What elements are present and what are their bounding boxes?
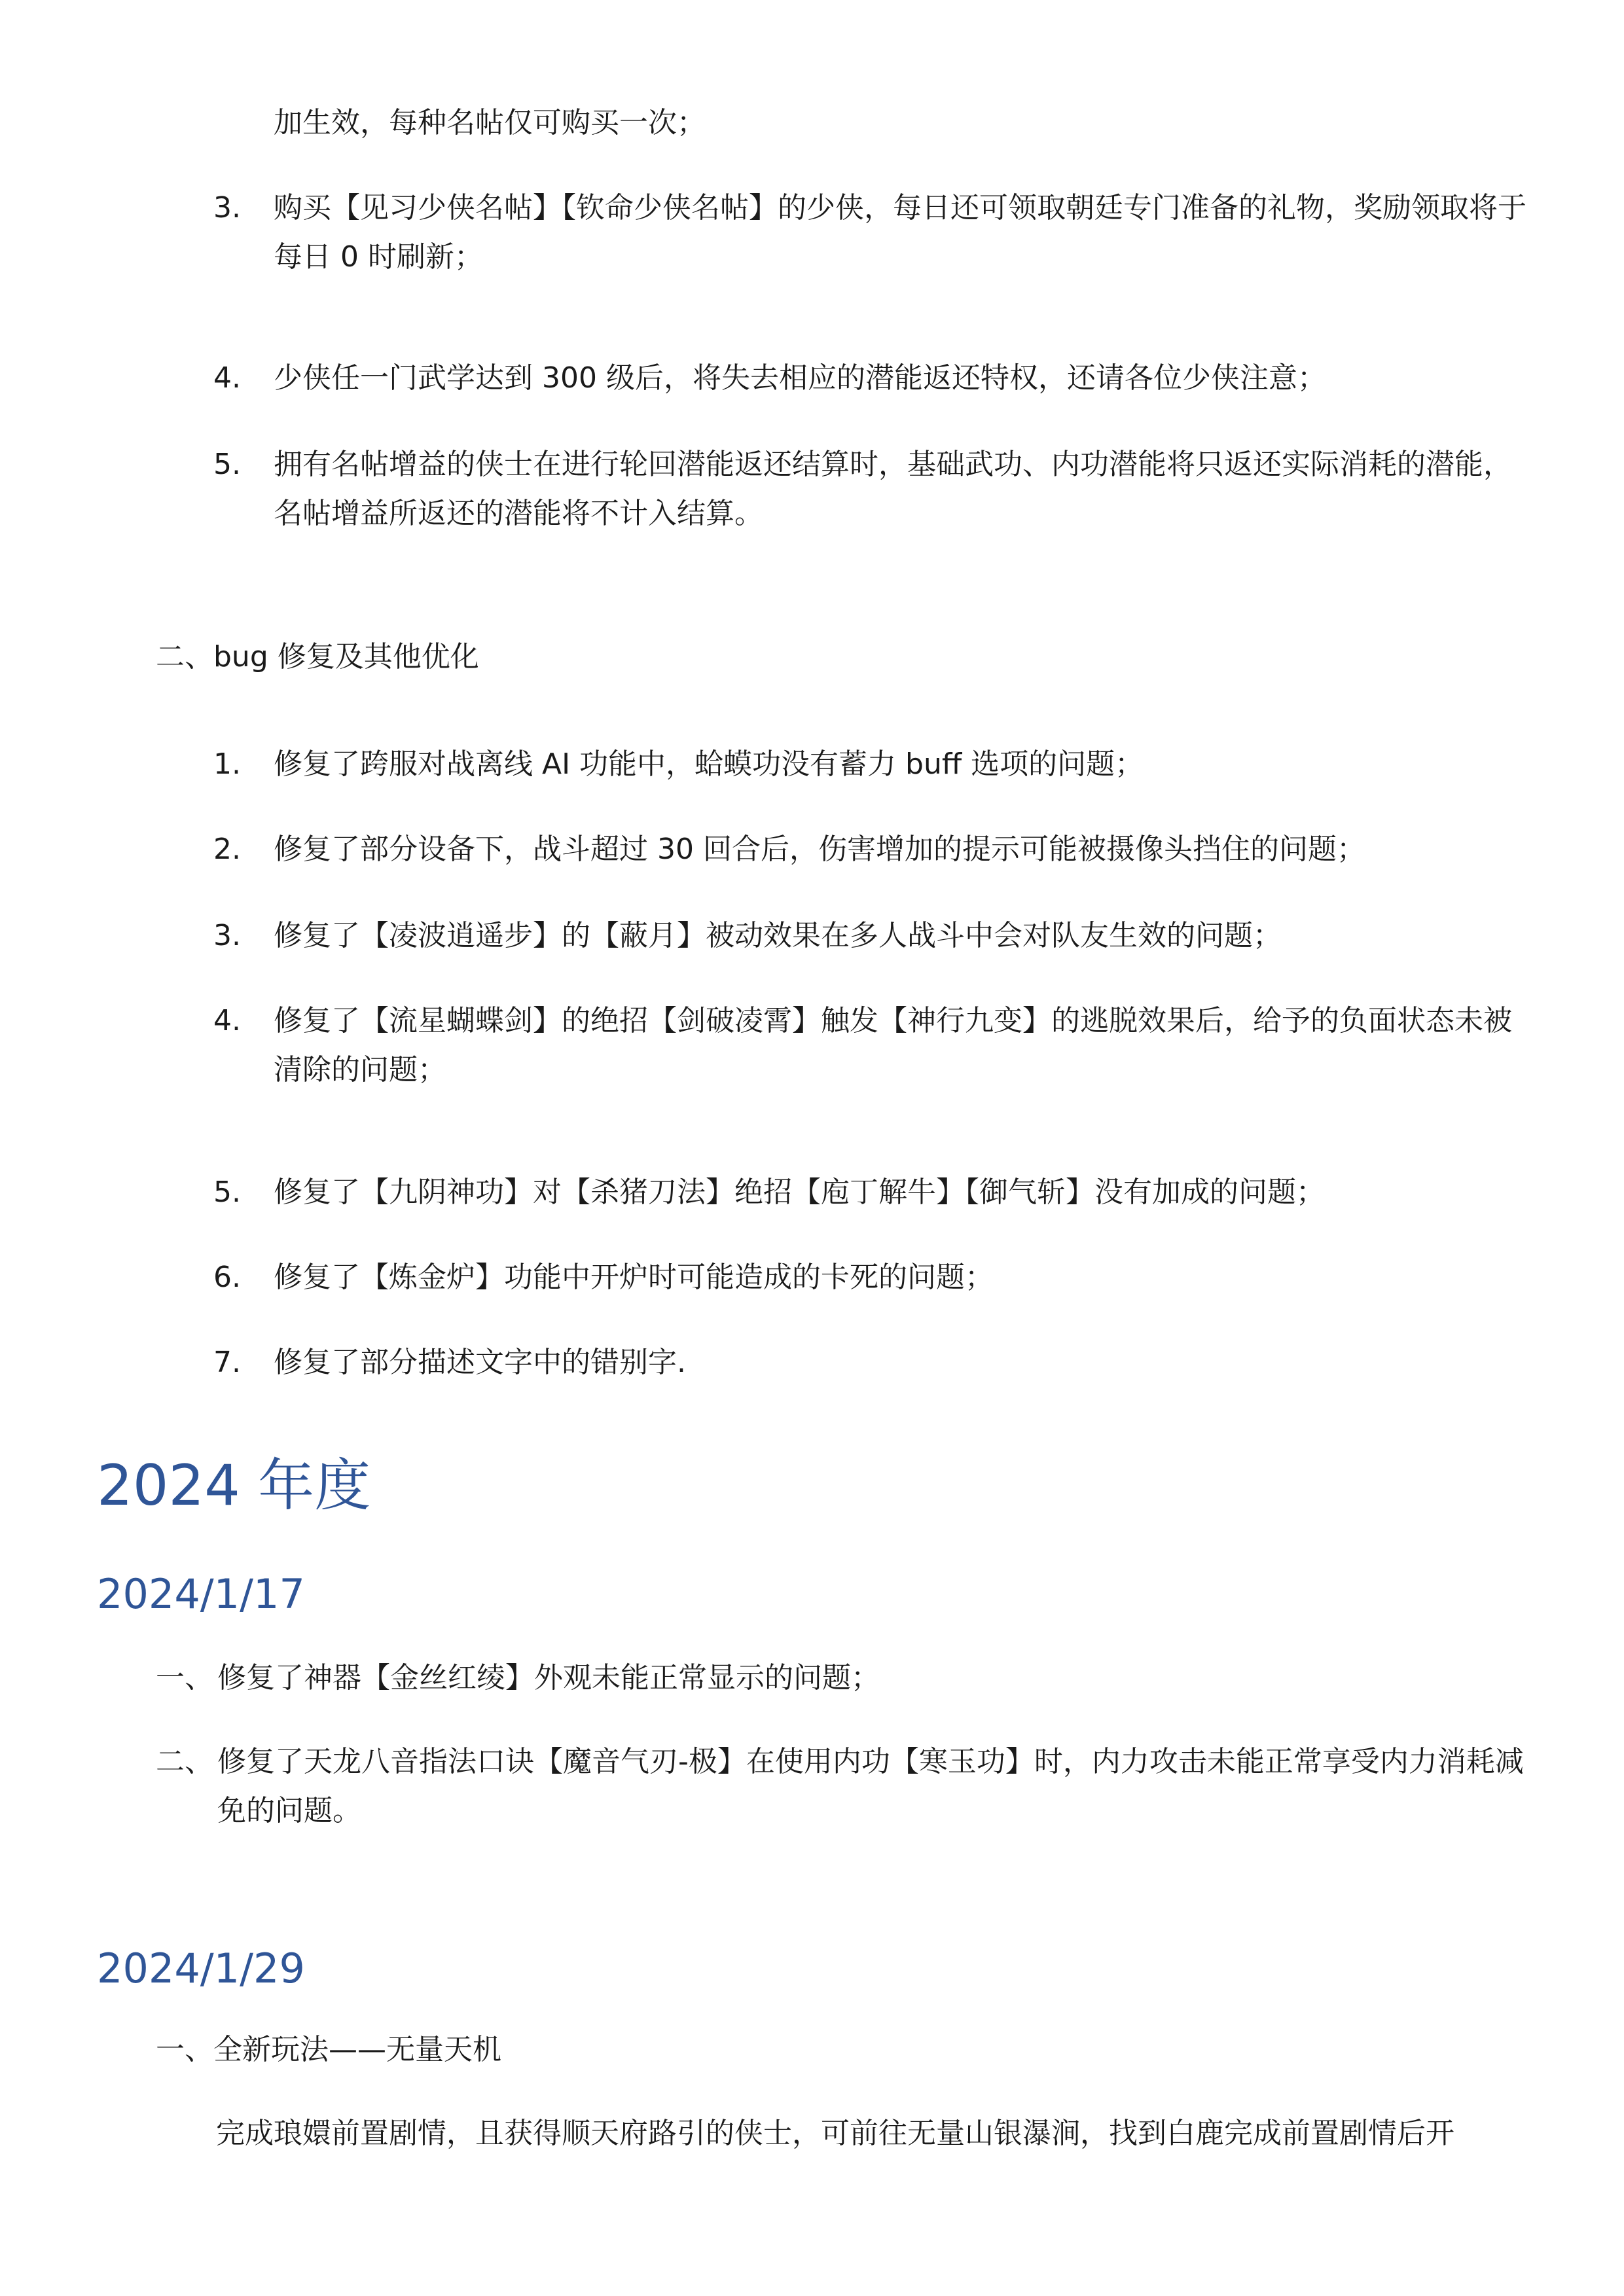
list-text: 修复了神器【金丝红绫】外观未能正常显示的问题； bbox=[217, 1661, 880, 1695]
list-text: 修复了【九阴神功】对【杀猪刀法】绝招【庖丁解牛】【御气斩】没有加成的问题； bbox=[274, 1175, 1325, 1209]
list-item bbox=[213, 1338, 1536, 1387]
list-text: 拥有名帖增益的侠士在进行轮回潜能返还结算时，基础武功、内功潜能将只返还实际消耗的潜能，名帖增益所返还的潜能将不计入结算。 bbox=[274, 448, 1512, 530]
year-heading: 2024 年度 bbox=[97, 1453, 371, 1518]
list-item bbox=[213, 1168, 1536, 1217]
list-number: 4. bbox=[213, 361, 241, 395]
list-item bbox=[213, 740, 1536, 789]
date-heading-0129: 2024/1/29 bbox=[97, 1945, 305, 1992]
list-text: 少侠任一门武学达到 300 级后，将失去相应的潜能返还特权，还请各位少侠注意； bbox=[274, 361, 1326, 395]
list-item bbox=[213, 911, 1536, 960]
list-number: 6. bbox=[213, 1261, 241, 1294]
list-text: 购买【见习少侠名帖】【钦命少侠名帖】的少侠，每日还可领取朝廷专门准备的礼物，奖励领取将于每日 0 时刷新； bbox=[274, 191, 1526, 274]
list-number: 4. bbox=[213, 1004, 241, 1037]
list-item bbox=[156, 1653, 1537, 1702]
paragraph-wuliang: 完成琅嬛前置剧情，且获得顺天府路引的侠士，可前往无量山银瀑涧，找到白鹿完成前置剧情后开 bbox=[216, 2117, 1454, 2150]
list-item bbox=[213, 353, 1536, 403]
list-text: 修复了【凌波逍遥步】的【蔽月】被动效果在多人战斗中会对队友生效的问题； bbox=[274, 919, 1282, 952]
list-text: 修复了天龙八音指法口诀【魔音气刃-极】在使用内功【寒玉功】时，内力攻击未能正常享受内力消耗减免的问题。 bbox=[217, 1745, 1524, 1827]
list-item bbox=[156, 1737, 1537, 1835]
list-item bbox=[213, 1253, 1536, 1302]
list-text: 修复了跨服对战离线 AI 功能中，蛤蟆功没有蓄力 buff 选项的问题； bbox=[274, 747, 1144, 781]
list-number: 二、 bbox=[156, 1745, 213, 1778]
list-item bbox=[213, 825, 1536, 874]
list-number: 5. bbox=[213, 1175, 241, 1209]
section-heading-wuliang: 一、全新玩法——无量天机 bbox=[156, 2033, 501, 2066]
date-heading-0117: 2024/1/17 bbox=[97, 1570, 305, 1618]
list-number: 一、 bbox=[156, 1661, 213, 1695]
list-number: 7. bbox=[213, 1346, 241, 1379]
list-number: 1. bbox=[213, 747, 241, 781]
list-item bbox=[213, 183, 1536, 281]
list-number: 3. bbox=[213, 919, 241, 952]
list-text: 修复了【炼金炉】功能中开炉时可能造成的卡死的问题； bbox=[274, 1261, 994, 1294]
list-number: 3. bbox=[213, 191, 241, 224]
list-text: 修复了【流星蝴蝶剑】的绝招【剑破凌霄】触发【神行九变】的逃脱效果后，给予的负面状态未被清除的问题； bbox=[274, 1004, 1512, 1086]
list-text: 修复了部分设备下，战斗超过 30 回合后，伤害增加的提示可能被摄像头挡住的问题； bbox=[274, 833, 1365, 866]
list-number: 5. bbox=[213, 448, 241, 481]
intro-continuation: 加生效，每种名帖仅可购买一次； bbox=[274, 106, 706, 139]
list-item bbox=[213, 996, 1536, 1094]
list-number: 2. bbox=[213, 833, 241, 866]
list-text: 修复了部分描述文字中的错别字. bbox=[274, 1346, 686, 1379]
bugfix-section-heading: 二、bug 修复及其他优化 bbox=[156, 640, 479, 673]
list-item bbox=[213, 440, 1536, 538]
